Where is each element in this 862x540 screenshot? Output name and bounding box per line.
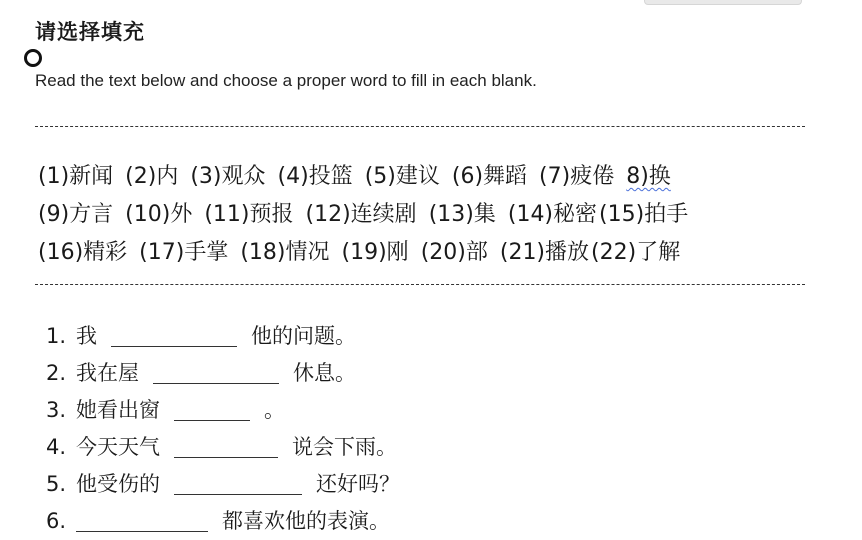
dashed-divider-top <box>35 126 805 127</box>
word-bank-item: (7)疲倦 <box>539 164 615 189</box>
answer-blank[interactable] <box>174 468 302 495</box>
instruction-text: Read the text below and choose a proper word to fill in each blank. <box>35 71 537 90</box>
word-bank-item: (20)部 <box>420 240 488 265</box>
answer-blank[interactable] <box>174 394 250 421</box>
question-number: 4. <box>46 435 67 459</box>
question-number: 2. <box>46 361 67 385</box>
word-bank-item: (4)投篮 <box>277 164 353 189</box>
question-number: 1. <box>46 324 67 348</box>
answer-blank[interactable] <box>153 357 279 384</box>
question-item <box>46 466 400 503</box>
word-bank-item: (16)精彩 <box>38 240 128 265</box>
question-number: 3. <box>46 398 67 422</box>
question-item <box>46 318 400 355</box>
dashed-divider-bottom <box>35 284 805 285</box>
question-text-after: 他的问题。 <box>251 324 356 348</box>
question-item <box>46 429 400 466</box>
answer-blank[interactable] <box>76 505 208 532</box>
word-bank-item: (13)集 <box>428 202 496 227</box>
question-text-after: 还好吗？ <box>316 472 400 496</box>
question-text-after: 都喜欢他的表演。 <box>222 509 390 533</box>
word-bank-item: (19)刚 <box>341 240 409 265</box>
word-bank-item: (3)观众 <box>190 164 266 189</box>
word-bank-item: (12)连续剧 <box>305 202 417 227</box>
question-text-before: 我在屋 <box>76 361 139 385</box>
word-bank-item: (17)手掌 <box>139 240 229 265</box>
word-bank-row-2 <box>38 196 828 234</box>
word-bank <box>38 158 828 272</box>
question-text-before: 她看出窗 <box>76 398 160 422</box>
question-text-after: 休息。 <box>293 361 356 385</box>
word-bank-item: (15)拍手 <box>599 202 689 227</box>
word-bank-item: (21)播放 <box>499 240 590 265</box>
word-bank-item: (1)新闻 <box>38 164 114 189</box>
word-bank-item: (9)方言 <box>38 202 114 227</box>
word-bank-item: (22)了解 <box>591 240 681 265</box>
word-bank-item: (11)预报 <box>204 202 294 227</box>
question-number: 5. <box>46 472 67 496</box>
word-bank-item: (14)秘密 <box>507 202 598 227</box>
question-text-after: 说会下雨。 <box>292 435 397 459</box>
question-item <box>46 355 400 392</box>
word-bank-item: (10)外 <box>125 202 193 227</box>
word-bank-item: (6)舞蹈 <box>451 164 528 189</box>
answer-blank[interactable] <box>111 320 237 347</box>
question-item <box>46 392 400 429</box>
question-text-before: 他受伤的 <box>76 472 160 496</box>
question-list <box>46 318 400 540</box>
word-bank-row-1 <box>38 158 828 196</box>
question-text-before: 今天天气 <box>76 435 160 459</box>
question-text-before: 我 <box>76 324 97 348</box>
word-bank-item: (18)情况 <box>240 240 330 265</box>
word-bank-item: 8)换 <box>626 164 671 189</box>
question-text-after: 。 <box>264 398 285 422</box>
circle-marker-icon <box>24 49 42 67</box>
page-title: 请选择填充 <box>35 20 145 44</box>
top-edge-tab <box>644 0 802 5</box>
question-number: 6. <box>46 509 67 533</box>
answer-blank[interactable] <box>174 431 278 458</box>
word-bank-item: (5)建议 <box>364 164 440 189</box>
question-item <box>46 503 400 540</box>
word-bank-item: (2)内 <box>125 164 179 189</box>
word-bank-row-3 <box>38 234 828 272</box>
